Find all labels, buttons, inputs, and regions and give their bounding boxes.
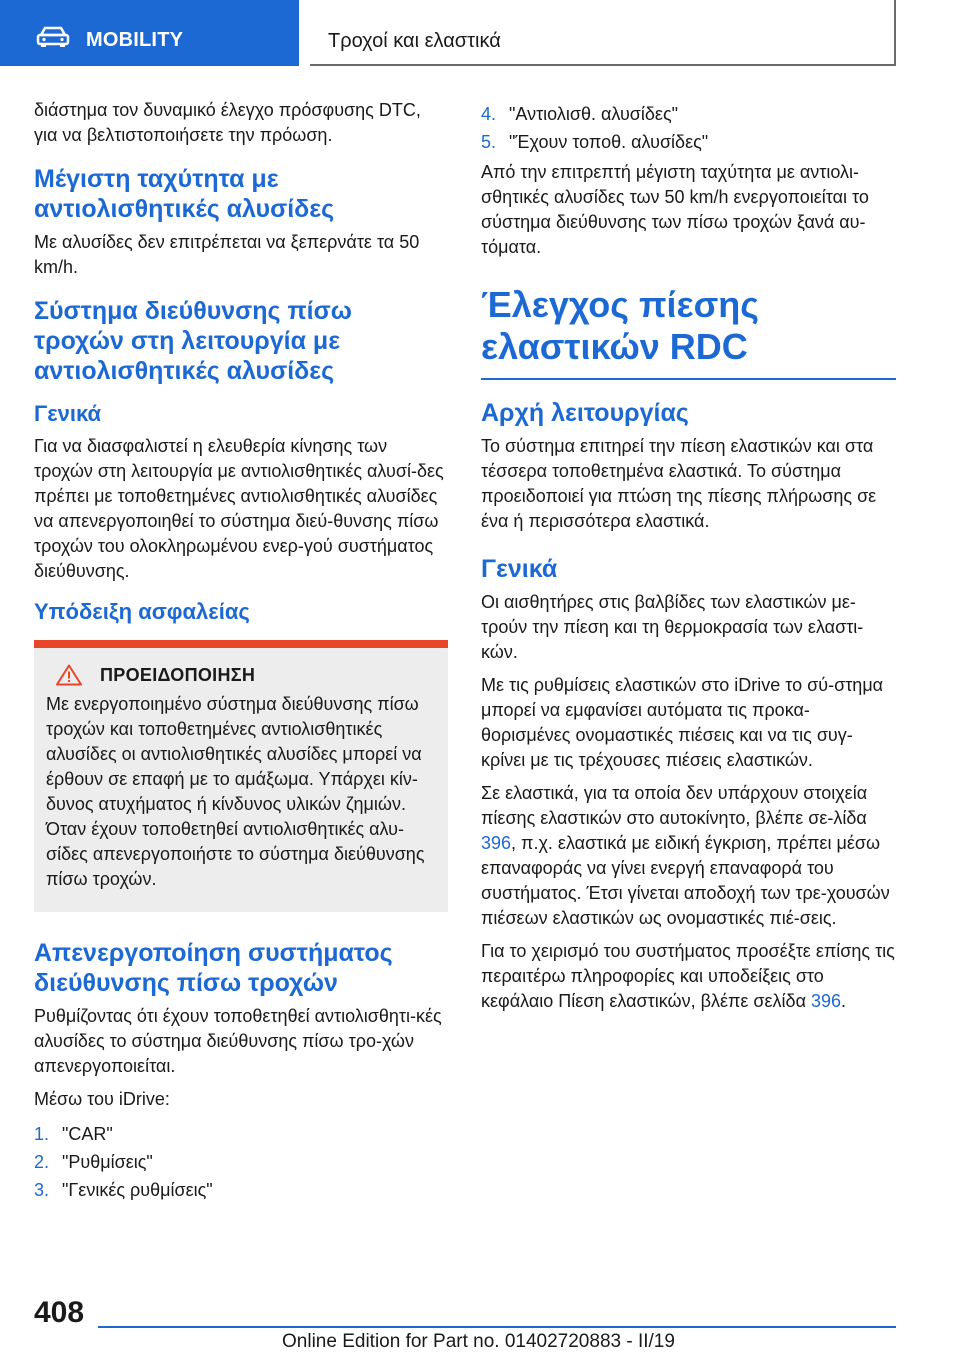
step-number: 3.	[34, 1180, 50, 1200]
safety-heading: Υπόδειξη ασφαλείας	[34, 599, 250, 624]
text-run: , π.χ. ελαστικά με ειδική έγκριση, πρέπει μέσω επαναφοράς να γίνει ενεργή επαναφορά του συστήματος. Έτσι γίνεται αποδοχή των τρε-χουσών πιέσεων ελαστικών ως ονομαστικές πιέ-σεις.	[481, 833, 890, 928]
warning-title: ΠΡΟΕΙΔΟΠΟΙΗΣΗ	[100, 664, 256, 685]
page-number: 408	[34, 1296, 85, 1329]
warning-text: Με ενεργοποιημένο σύστημα διεύθυνσης πίσω τροχών και τοποθετημένες αντιολισθητικές αλυσίδες οι αντιολισθητικές αλυσίδες μπορεί να έρθουν σε επαφή με το αμάξωμα. Υπάρχει κίν-δυνος ατυχήματος ή κίνδυνος υλικών ζημιών. Όταν έχουν τοποθετηθεί αντιολισθητικές αλυ-σίδες απενεργοποιήστε το σύστημα διεύθυνσης πίσω τροχών.	[46, 694, 425, 889]
section-tab[interactable]	[0, 0, 299, 66]
general-paragraph-2: Με τις ρυθμίσεις ελαστικών στο iDrive το σύ-στημα μπορεί να εμφανίσει αυτόματα τις προκα-θορισμένες ονομαστικές πιέσεις και να τις συγ-κρίνει με τις τρέχουσες πιέσεις ελαστικών.	[481, 675, 884, 770]
warning-triangle-icon	[56, 664, 82, 686]
general-heading-left: Γενικά	[34, 401, 102, 426]
general-heading-right: Γενικά	[481, 555, 558, 583]
section-tab-label: MOBILITY	[86, 29, 184, 51]
principle-paragraph: Το σύστημα επιτηρεί την πίεση ελαστικών και στα τέσσερα τοποθετημένα ελαστικά. Το σύστημα προειδοποιεί για πτώση της πίεσης πλήρωσης σε ένα ή περισσότερα ελαστικά.	[481, 436, 877, 531]
step-number: 1.	[34, 1124, 50, 1144]
general-paragraph-1: Οι αισθητήρες στις βαλβίδες των ελαστικών με-τρούν την πίεση και τη θερμοκρασία των ελαστι-κών.	[481, 592, 864, 662]
list-item	[481, 128, 896, 156]
deactivate-paragraph: Ρυθμίζοντας ότι έχουν τοποθετηθεί αντιολισθητι-κές αλυσίδες το σύστημα διεύθυνσης πίσω τρο-χών απενεργοποιείται.	[34, 1006, 442, 1076]
general-paragraph-3	[481, 781, 896, 931]
step-label: "Αντιολισθ. αλυσίδες"	[509, 104, 679, 124]
principle-heading: Αρχή λειτουργίας	[481, 399, 689, 427]
deactivate-heading: Απενεργοποίηση συστήματος διεύθυνσης πίσω τροχών	[34, 939, 393, 997]
page-header	[0, 0, 960, 66]
step-label: "Έχουν τοποθ. αλυσίδες"	[509, 132, 709, 152]
list-item	[34, 1120, 448, 1148]
left-column	[34, 98, 448, 1204]
step-label: "CAR"	[62, 1124, 113, 1144]
steps-list-left	[34, 1120, 448, 1204]
text-run: Για το χειρισμό του συστήματος προσέξτε επίσης τις περαιτέρω πληροφορίες και υποδείξεις στο κεφάλαιο Πίεση ελαστικών, βλέπε σελίδα	[481, 941, 895, 1011]
right-column	[481, 98, 896, 1022]
via-idrive-label: Μέσω του iDrive:	[34, 1089, 170, 1109]
list-item	[481, 100, 896, 128]
max-speed-heading: Μέγιστη ταχύτητα με αντιολισθητικές αλυσίδες	[34, 165, 335, 223]
intro-paragraph: διάστημα τον δυναμικό έλεγχο πρόσφυσης DTC, για να βελτιστοποιήσετε την πρόωση.	[34, 100, 421, 145]
step-number: 4.	[481, 104, 497, 124]
reactivate-paragraph: Από την επιτρεπτή μέγιστη ταχύτητα με αντιολι-σθητικές αλυσίδες των 50 km/h ενεργοποιείται το σύστημα διεύθυνσης των πίσω τροχών ξανά αυ-τόματα.	[481, 162, 869, 257]
step-label: "Ρυθμίσεις"	[62, 1152, 153, 1172]
list-item	[34, 1148, 448, 1176]
page-link-396[interactable]: 396	[811, 991, 842, 1011]
step-number: 5.	[481, 132, 497, 152]
car-icon	[36, 26, 70, 48]
general-paragraph-4	[481, 939, 896, 1014]
rdc-heading: Έλεγχος πίεσης ελαστικών RDC	[481, 284, 896, 380]
step-label: "Γενικές ρυθμίσεις"	[62, 1180, 213, 1200]
step-number: 2.	[34, 1152, 50, 1172]
list-item	[34, 1176, 448, 1204]
warning-box	[34, 640, 448, 912]
page-link-396[interactable]: 396	[481, 833, 512, 853]
edition-footer: Online Edition for Part no. 01402720883 - II/19	[282, 1331, 675, 1352]
text-run: Σε ελαστικά, για τα οποία δεν υπάρχουν στοιχεία πίεσης ελαστικών στο αυτοκίνητο, βλέπε σε-λίδα	[481, 783, 868, 828]
general-paragraph-left: Για να διασφαλιστεί η ελευθερία κίνησης των τροχών στη λειτουργία με αντιολισθητικές αλυσί-δες πρέπει με τοποθετημένες αντιολισθητικές αλυσίδες να απενεργοποιηθεί το σύστημα διεύ-θυνσης πίσω τροχών του ολοκληρωμένου ενερ-γού συστήματος διεύθυνσης.	[34, 436, 444, 581]
chapter-title-box	[310, 0, 896, 66]
warning-header	[56, 664, 436, 686]
max-speed-paragraph: Με αλυσίδες δεν επιτρέπεται να ξεπερνάτε τα 50 km/h.	[34, 232, 420, 277]
rear-steering-heading: Σύστημα διεύθυνσης πίσω τροχών στη λειτουργία με αντιολισθητικές αλυσίδες	[34, 297, 352, 385]
steps-list-right	[481, 100, 896, 156]
chapter-title: Τροχοί και ελαστικά	[328, 30, 501, 52]
footer-divider	[98, 1326, 896, 1328]
text-run: .	[841, 991, 847, 1011]
